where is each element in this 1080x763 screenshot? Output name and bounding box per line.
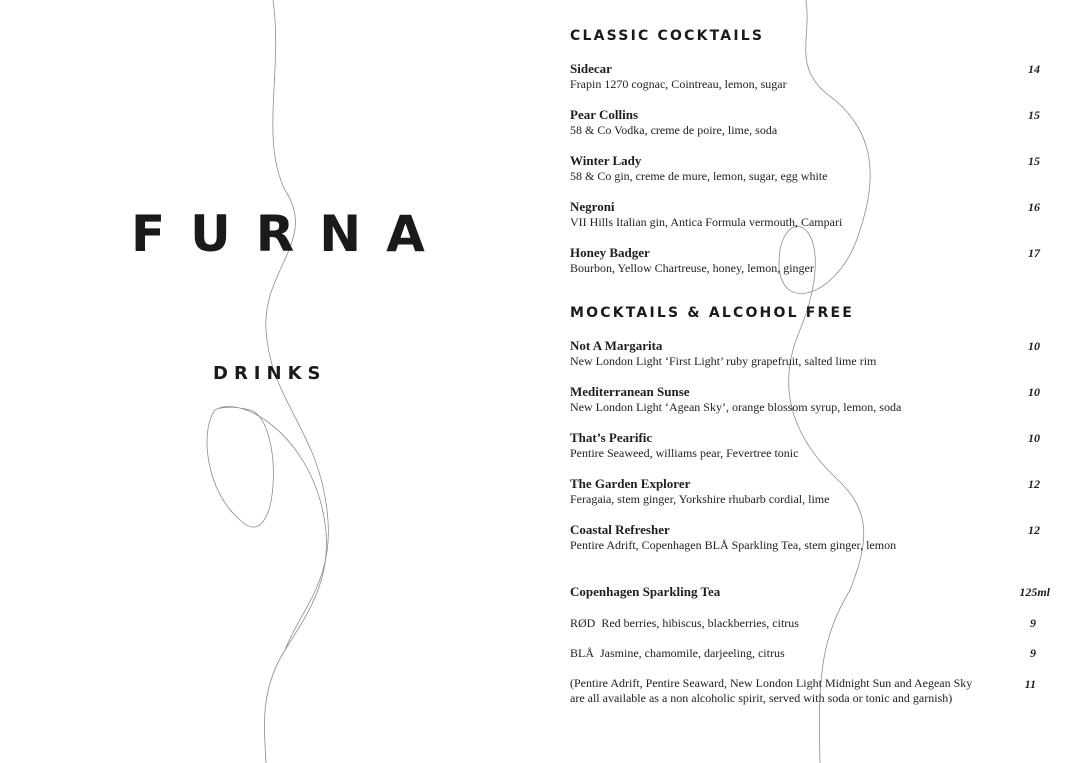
item-description: New London Light ‘First Light’ ruby grapefruit, salted lime rim [570,354,877,368]
non-alcoholic-spirit-note [570,676,1036,710]
item-description: Feragaia, stem ginger, Yorkshire rhubarb cordial, lime [570,492,830,506]
item-price: 9 [1030,646,1036,660]
item-price: 16 [1028,200,1040,214]
menu-item [570,338,1040,372]
item-description: Frapin 1270 cognac, Cointreau, lemon, sugar [570,77,787,91]
menu-item [570,430,1040,464]
menu-subtitle: DRINKS [213,363,327,384]
menu-item [570,107,1040,141]
menu-item [570,245,1040,279]
restaurant-logo: FURNA [131,205,450,263]
item-price: 12 [1028,523,1040,537]
note-line-2: are all available as a non alcoholic spirit, served with soda or tonic and garnish) [570,691,953,705]
tea-code: RØD [570,616,596,630]
item-price: 10 [1028,385,1040,399]
item-price: 17 [1028,246,1040,260]
note-line-1: (Pentire Adrift, Pentire Seaward, New London Light Midnight Sun and Aegean Sky [570,676,973,690]
item-price: 14 [1028,62,1040,76]
tea-code: BLÅ [570,646,594,660]
left-loop-line [207,407,327,650]
item-description: VII Hills Italian gin, Antica Formula vermouth, Campari [570,215,843,229]
menu-item [570,153,1040,187]
item-name: Not A Margarita [570,338,663,353]
item-description: Red berries, hibiscus, blackberries, citrus [601,616,799,630]
tea-variant-row [570,645,1036,661]
item-price: 10 [1028,339,1040,353]
tea-variant-row [570,615,1036,631]
item-description: Pentire Seaweed, williams pear, Fevertree tonic [570,446,799,460]
item-name: Winter Lady [570,153,642,168]
item-description: 58 & Co Vodka, creme de poire, lime, soda [570,123,778,137]
item-description: 58 & Co gin, creme de mure, lemon, sugar, egg white [570,169,828,183]
section-title-classic-cocktails: CLASSIC COCKTAILS [570,28,765,44]
item-name: Negroni [570,199,615,214]
menu-item [570,199,1040,233]
item-price: 15 [1028,154,1040,168]
sparkling-tea-header [570,584,1050,602]
item-name: The Garden Explorer [570,476,691,491]
item-name: Pear Collins [570,107,639,122]
menu-item [570,384,1040,418]
item-name: Honey Badger [570,245,650,260]
serving-size: 125ml [1019,585,1050,599]
item-name: Copenhagen Sparkling Tea [570,584,721,599]
item-name: Mediterranean Sunse [570,384,690,399]
item-price: 15 [1028,108,1040,122]
item-price: 11 [1024,677,1036,691]
item-price: 12 [1028,477,1040,491]
item-name: Coastal Refresher [570,522,670,537]
menu-item [570,476,1040,510]
item-description: Bourbon, Yellow Chartreuse, honey, lemon, ginger [570,261,814,275]
item-description: Jasmine, chamomile, darjeeling, citrus [600,646,785,660]
item-name: Sidecar [570,61,612,76]
menu-item [570,522,1040,556]
item-description: Pentire Adrift, Copenhagen BLÅ Sparkling Tea, stem ginger, lemon [570,538,897,552]
section-title-mocktails: MOCKTAILS & ALCOHOL FREE [570,305,855,321]
item-name: That’s Pearific [570,430,653,445]
item-price: 9 [1030,616,1036,630]
item-price: 10 [1028,431,1040,445]
item-description: New London Light ‘Agean Sky’, orange blossom syrup, lemon, soda [570,400,902,414]
menu-item [570,61,1040,95]
